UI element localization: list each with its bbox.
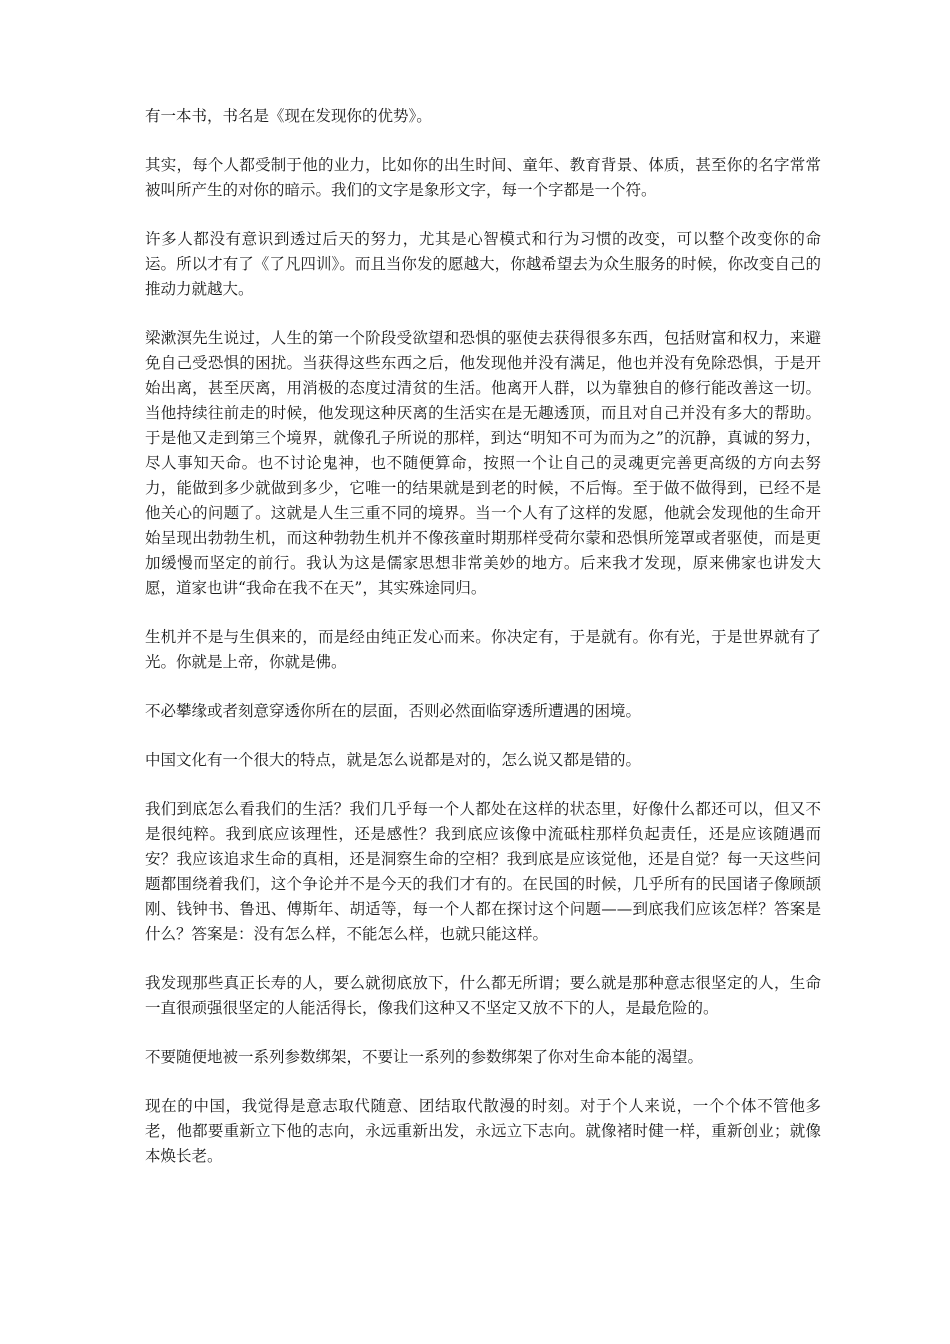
paragraph-longevity: 我发现那些真正长寿的人，要么就彻底放下，什么都无所谓；要么就是那种意志很坚定的人，生命一直很顽强很坚定的人能活得长，像我们这种又不坚定又放不下的人，是最危险的。 xyxy=(145,974,821,1017)
paragraph-modern-china: 现在的中国，我觉得是意志取代随意、团结取代散漫的时刻。对于个人来说，一个个体不管他多老，他都要重新立下他的志向，永远重新出发，永远立下志向。就像褚时健一样，重新创业；就像本焕长老。 xyxy=(145,1097,821,1165)
paragraph-effort: 许多人都没有意识到透过后天的努力，尤其是心智模式和行为习惯的改变，可以整个改变你的命运。所以才有了《了凡四训》。而且当你发的愿越大，你越希望去为众生服务的时候，你改变自己的推动力就越大。 xyxy=(145,230,821,298)
paragraph-book-title: 有一本书，书名是《现在发现你的优势》。 xyxy=(145,107,432,125)
paragraph-how-to-live: 我们到底怎么看我们的生活？我们几乎每一个人都处在这样的状态里，好像什么都还可以，但又不是很纯粹。我到底应该理性，还是感性？我到底应该像中流砥柱那样负起责任，还是应该随遇而安？我应该追求生命的真相，还是洞察生命的空相？我到底是应该觉他，还是自觉？每一天这些问题都围绕着我们，这个争论并不是今天的我们才有的。在民国的时候，几乎所有的民国诸子像顾颉刚、钱钟书、鲁迅、傅斯年、胡适等，每一个人都在探讨这个问题——到底我们应该怎样？答案是什么？答案是：没有怎么样，不能怎么样，也就只能这样。 xyxy=(145,800,821,943)
paragraph-karma: 其实，每个人都受制于他的业力，比如你的出生时间、童年、教育背景、体质，甚至你的名字常常被叫所产生的对你的暗示。我们的文字是象形文字，每一个字都是一个符。 xyxy=(145,156,821,199)
paragraph-vitality: 生机并不是与生俱来的，而是经由纯正发心而来。你决定有，于是就有。你有光，于是世界就有了光。你就是上帝，你就是佛。 xyxy=(145,628,821,671)
paragraph-no-clinging: 不必攀缘或者刻意穿透你所在的层面，否则必然面临穿透所遭遇的困境。 xyxy=(145,702,642,720)
document-body xyxy=(145,104,821,1193)
paragraph-three-realms: 梁漱溟先生说过，人生的第一个阶段受欲望和恐惧的驱使去获得很多东西，包括财富和权力，来避免自己受恐惧的困扰。当获得这些东西之后，他发现他并没有满足，他也并没有免除恐惧，于是开始出离，甚至厌离，用消极的态度过清贫的生活。他离开人群，以为靠独自的修行能改善这一切。当他持续往前走的时候，他发现这种厌离的生活实在是无趣透顶，而且对自己并没有多大的帮助。于是他又走到第三个境界，就像孔子所说的那样，到达“明知不可为而为之”的沉静，真诚的努力，尽人事知天命。也不讨论鬼神，也不随便算命，按照一个让自己的灵魂更完善更高级的方向去努力，能做到多少就做到多少，它唯一的结果就是到老的时候，不后悔。至于做不做得到，已经不是他关心的问题了。这就是人生三重不同的境界。当一个人有了这样的发愿，他就会发现他的生命开始呈现出勃勃生机，而这种勃勃生机并不像孩童时期那样受荷尔蒙和恐惧所笼罩或者驱使，而是更加缓慢而坚定的前行。我认为这是儒家思想非常美妙的地方。后来我才发现，原来佛家也讲发大愿，道家也讲“我命在我不在天”，其实殊途同归。 xyxy=(145,329,821,597)
paragraph-parameters: 不要随便地被一系列参数绑架，不要让一系列的参数绑架了你对生命本能的渴望。 xyxy=(145,1048,704,1066)
paragraph-chinese-culture: 中国文化有一个很大的特点，就是怎么说都是对的，怎么说又都是错的。 xyxy=(145,751,642,769)
